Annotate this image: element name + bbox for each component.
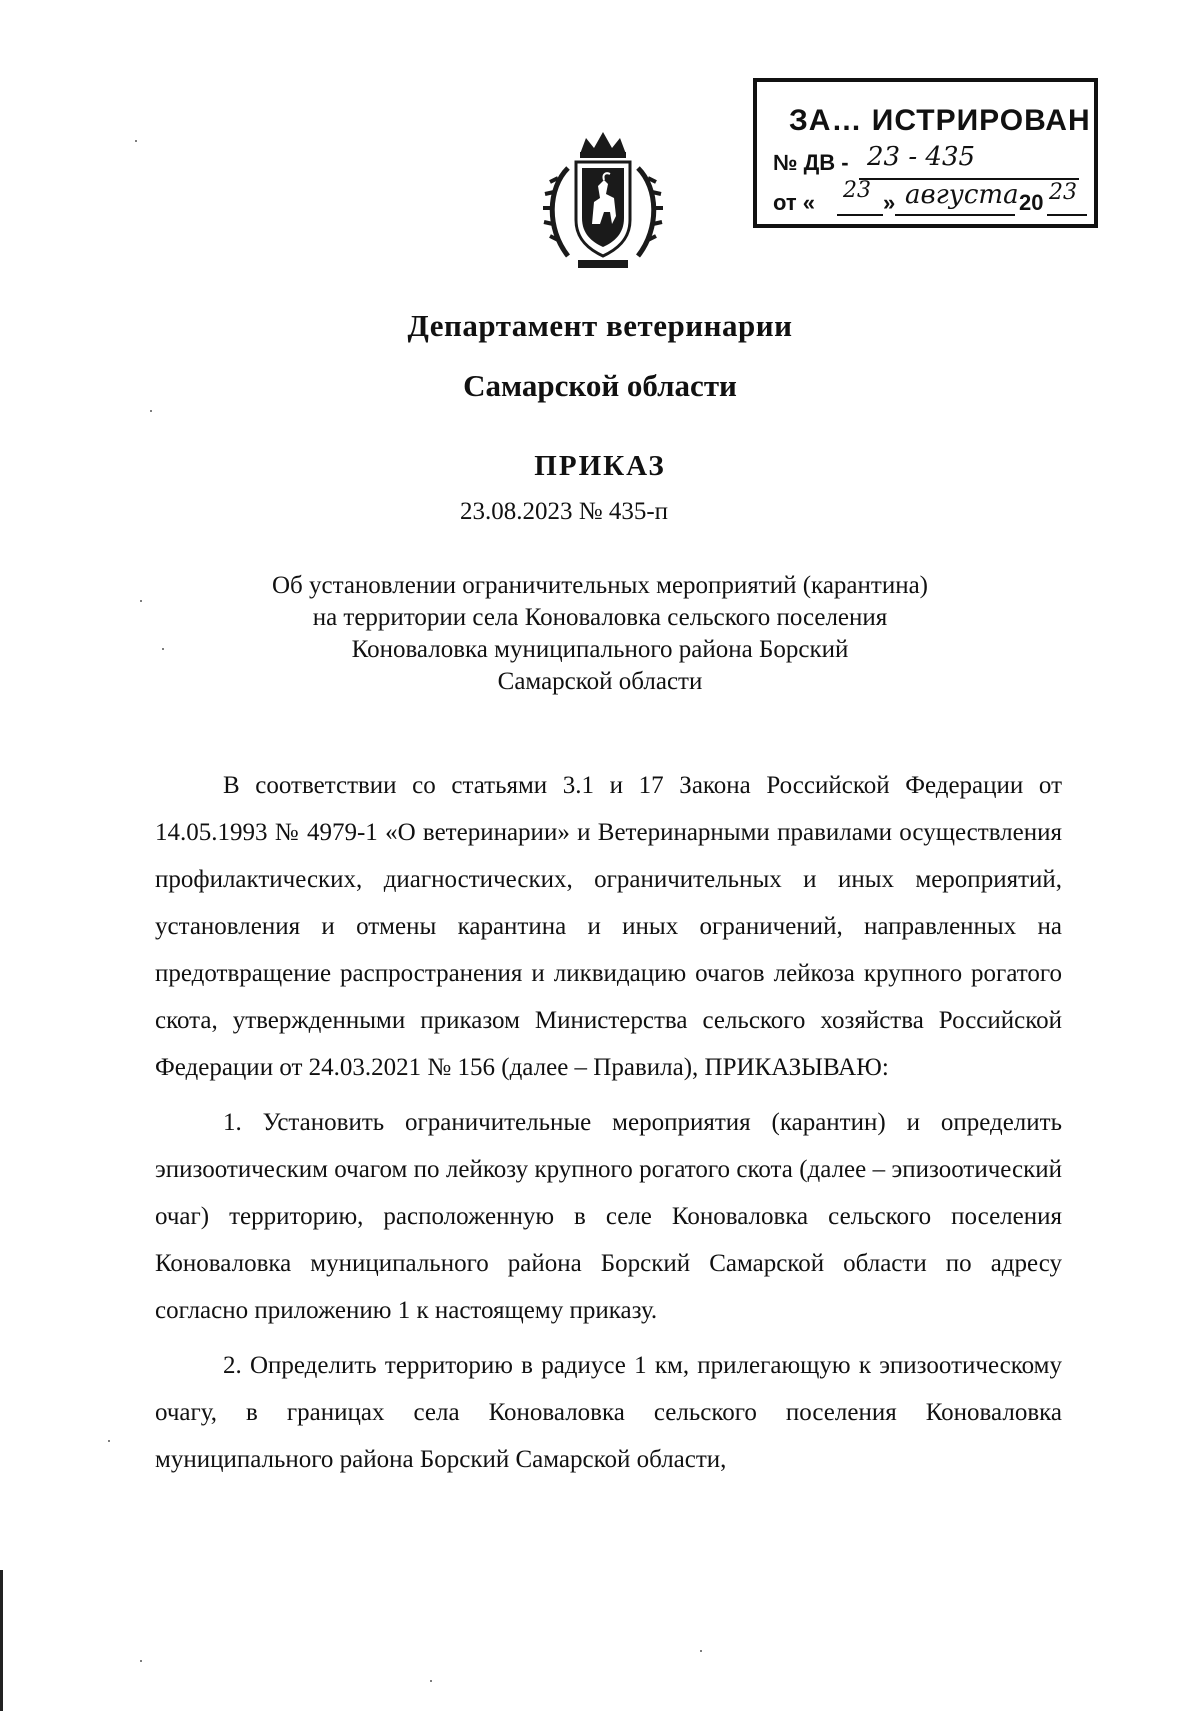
document-body — [155, 762, 1062, 1483]
scan-speck — [700, 1650, 702, 1652]
department-name-line2: Самарской области — [463, 368, 737, 403]
scan-speck — [135, 140, 137, 142]
scan-speck — [150, 410, 152, 412]
order-item-2: 2. Определить территорию в радиусе 1 км, прилегающую к эпизоотическому очагу, в границах села Коноваловка сельского поселения Коноваловка муниципального района Борский Самарской области, — [155, 1352, 1062, 1473]
document-subject — [0, 570, 1200, 698]
stamp-month-line — [895, 180, 1019, 216]
scan-edge — [0, 1570, 3, 1711]
subject-line: Самарской области — [497, 668, 703, 695]
samara-coat-of-arms-icon — [538, 128, 668, 278]
preamble-paragraph: В соответствии со статьями 3.1 и 17 Закона Российской Федерации от 14.05.1993 № 4979-1 «О ветеринарии» и Ветеринарными правилами осуществления профилактических, диагностических, ограничительных и иных мероприятий, установления и отмены карантина и иных ограничений, направленных на предотвращение распространения и ликвидацию очагов лейкоза крупного рогатого скота, утвержденными приказом Министерства сельского хозяйства Российской Федерации от 24.03.2021 № 156 (далее – Правила), ПРИКАЗЫВАЮ: — [155, 772, 1062, 1081]
scan-speck — [140, 1660, 142, 1662]
stamp-number-line — [859, 144, 1079, 180]
stamp-year-handwritten: 23 — [1049, 180, 1077, 205]
subject-line: Об установлении ограничительных мероприятий (карантина) — [271, 572, 929, 599]
stamp-year-prefix: 20 — [1019, 190, 1044, 215]
stamp-date-label: от « — [773, 190, 816, 215]
stamp-day-handwritten: 23 — [843, 178, 871, 203]
stamp-year-line — [1047, 180, 1087, 216]
stamp-month-handwritten: августа — [905, 180, 1019, 210]
document-type: ПРИКАЗ — [534, 450, 666, 482]
stamp-number-handwritten: 23 - 435 — [867, 142, 976, 172]
document-date-number: 23.08.2023 № 435-п — [460, 498, 669, 525]
stamp-day-line — [837, 178, 883, 216]
stamp-day-close: » — [883, 190, 896, 215]
department-name-line1: Департамент ветеринарии — [407, 308, 793, 343]
order-item-1: 1. Установить ограничительные мероприятия (карантин) и определить эпизоотическим очагом по лейкозу крупного рогатого скота (далее – эпизоотический очаг) территорию, расположенную в селе Коноваловка сельского поселения Коноваловка муниципального района Борский Самарской области по адресу согласно приложению 1 к настоящему приказу. — [155, 1109, 1062, 1324]
stamp-number-label: № ДВ - — [773, 150, 849, 175]
scan-speck — [430, 1680, 432, 1682]
stamp-title: ЗА… ИСТРИРОВАН — [789, 104, 1091, 137]
subject-line: Коноваловка муниципального района Борский — [351, 636, 849, 663]
scan-speck — [108, 1440, 110, 1442]
registration-stamp — [753, 78, 1098, 228]
subject-line: на территории села Коноваловка сельского поселения — [312, 604, 888, 631]
